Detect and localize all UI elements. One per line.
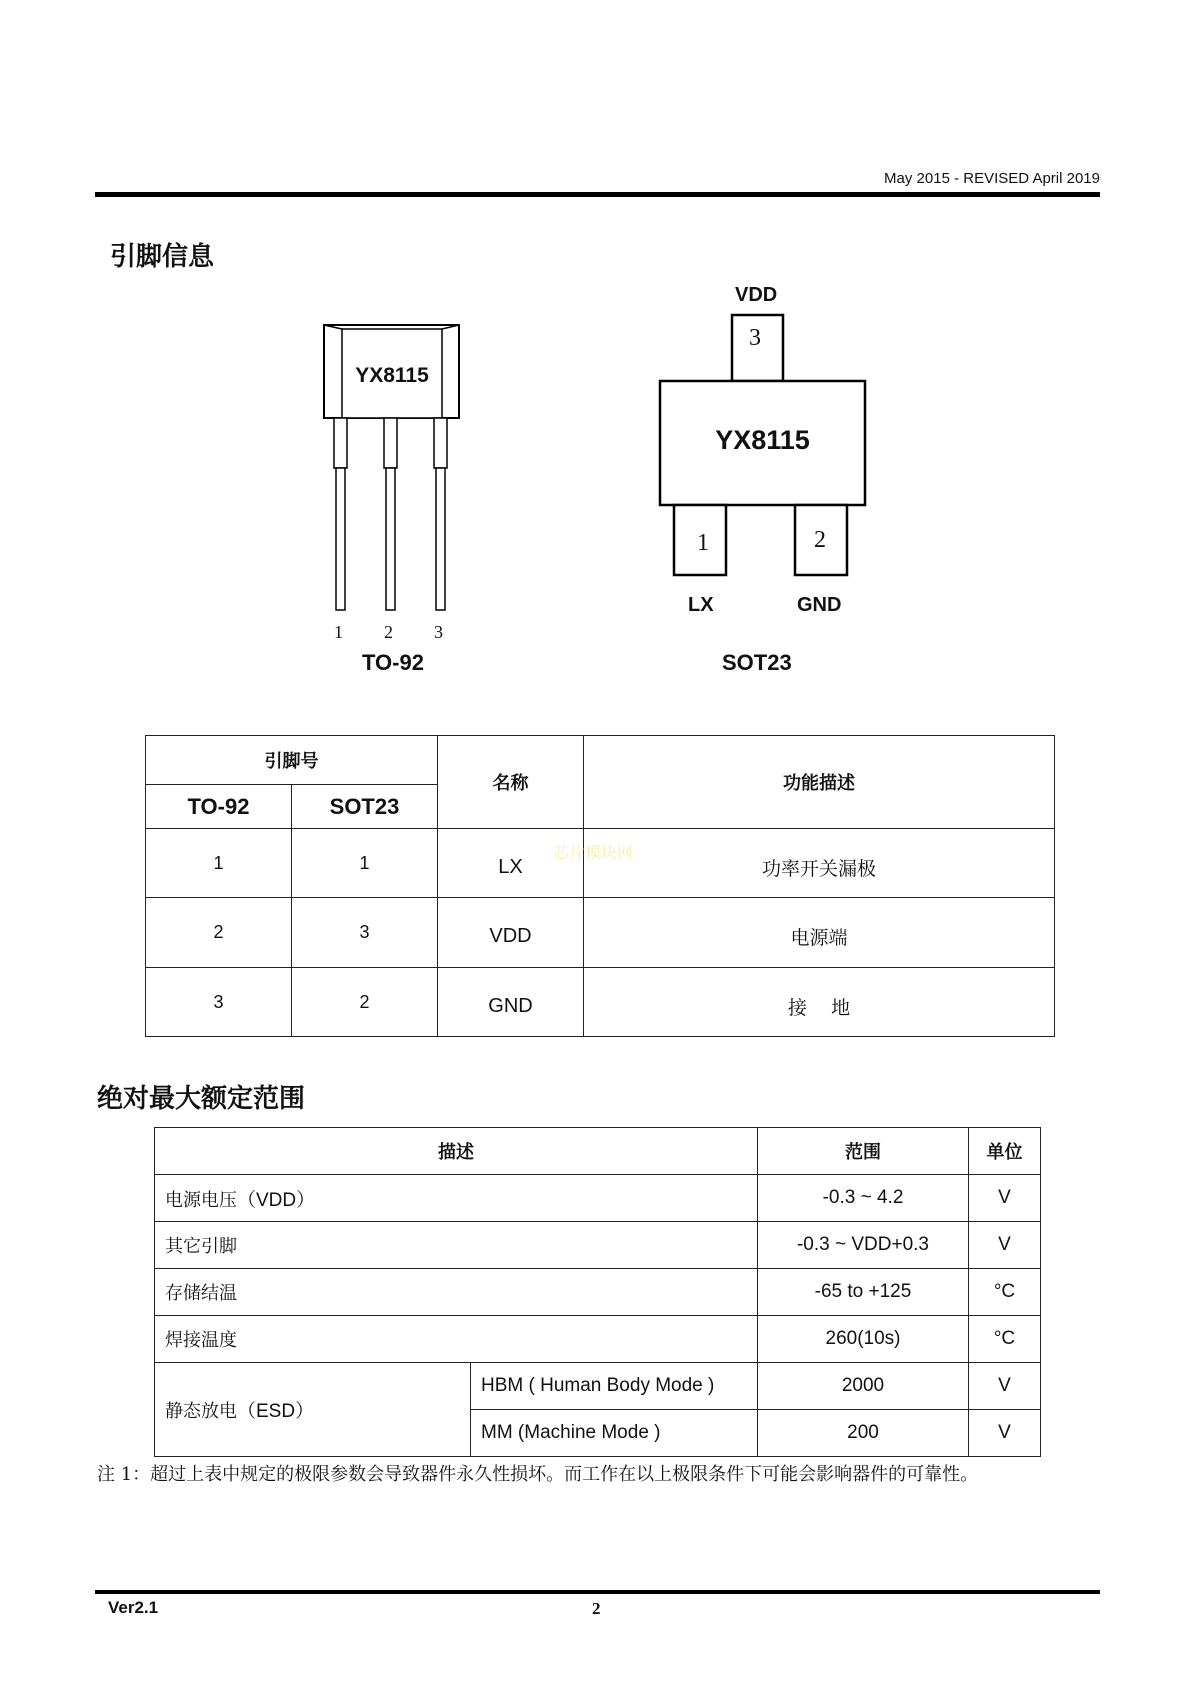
mm-unit-cell: V: [969, 1410, 1041, 1457]
param-range-cell: -0.3 ~ 4.2: [758, 1175, 969, 1222]
to92-pin-1: 1: [334, 622, 343, 642]
pin-table: [145, 735, 1055, 1037]
esd-description-cell: [155, 1363, 471, 1457]
to92-package-label: TO-92: [362, 650, 424, 675]
absolute-max-title: 绝对最大额定范围: [97, 1084, 306, 1114]
param-description-cn: 电源电压: [165, 1189, 237, 1211]
description-column-header: 描述: [155, 1128, 758, 1175]
param-unit-cell: V: [969, 1175, 1041, 1222]
name-column-header: 名称: [438, 736, 584, 829]
param-unit-cell: °C: [969, 1269, 1041, 1316]
param-range-cell: -0.3 ~ VDD+0.3: [758, 1222, 969, 1269]
footer-rule: [95, 1590, 1100, 1594]
to92-column-header: TO-92: [146, 785, 292, 829]
sot23-column-header: SOT23: [292, 785, 438, 829]
range-column-header: 范围: [758, 1128, 969, 1175]
sot23-package-label: SOT23: [722, 650, 792, 675]
table-row: [146, 829, 1055, 898]
mm-range-cell: 200: [758, 1410, 969, 1457]
sot23-pin-1-number: 1: [697, 530, 709, 556]
param-range-cell: -65 to +125: [758, 1269, 969, 1316]
absolute-max-table: [154, 1127, 1041, 1457]
param-unit-cell: °C: [969, 1316, 1041, 1363]
param-unit-cell: V: [969, 1222, 1041, 1269]
sot23-pin-cell: 3: [292, 898, 438, 968]
table-row: [155, 1175, 1041, 1222]
sot23-lx-label: LX: [688, 594, 714, 616]
watermark: 芯片模块网: [553, 843, 634, 862]
param-description-cell: 其它引脚: [155, 1222, 758, 1269]
pin-function-cell: 功率开关漏极: [584, 829, 1055, 898]
esd-description-en: （ESD）: [237, 1401, 315, 1422]
to92-pin-cell: 2: [146, 898, 292, 968]
sot23-chip-label: YX8115: [715, 425, 810, 455]
sot23-pin-cell: 1: [292, 829, 438, 898]
table-row: [155, 1316, 1041, 1363]
pin-name-cell: LX: [438, 829, 584, 898]
page-number: 2: [592, 1599, 601, 1618]
pin-function-cell: 电源端: [584, 898, 1055, 968]
to92-pin-cell: 3: [146, 968, 292, 1037]
sot23-pin-3-number: 3: [749, 325, 761, 351]
to92-pin-3: 3: [434, 622, 443, 642]
pin-number-group-header: 引脚号: [146, 736, 438, 785]
param-description-cell: [155, 1175, 758, 1222]
table-row: [155, 1222, 1041, 1269]
unit-column-header: 单位: [969, 1128, 1041, 1175]
hbm-unit-cell: V: [969, 1363, 1041, 1410]
to92-pin-2: 2: [384, 622, 393, 642]
sot23-pin-cell: 2: [292, 968, 438, 1037]
pin-function-cell: 接 地: [584, 968, 1055, 1037]
pin-info-title: 引脚信息: [110, 242, 215, 272]
pin-name-cell: VDD: [438, 898, 584, 968]
param-description-cell: 焊接温度: [155, 1316, 758, 1363]
pin-name-cell: GND: [438, 968, 584, 1037]
table-row: [146, 968, 1055, 1037]
esd-description-cn: 静态放电: [165, 1401, 237, 1422]
footnote: 注 1：超过上表中规定的极限参数会导致器件永久性损坏。而工作在以上极限条件下可能会影响器件的可靠性。: [97, 1464, 979, 1485]
param-range-cell: 260(10s): [758, 1316, 969, 1363]
param-description-cell: 存储结温: [155, 1269, 758, 1316]
table-row: [155, 1269, 1041, 1316]
sot23-gnd-label: GND: [797, 594, 842, 616]
sot23-vdd-label: VDD: [735, 284, 778, 306]
hbm-range-cell: 2000: [758, 1363, 969, 1410]
table-row: [155, 1363, 1041, 1410]
hbm-label-cell: HBM ( Human Body Mode ): [471, 1363, 758, 1410]
sot23-pin-2-number: 2: [814, 527, 826, 553]
function-column-header: 功能描述: [584, 736, 1055, 829]
to92-pin-cell: 1: [146, 829, 292, 898]
header-rule: [95, 192, 1100, 197]
version-label: Ver2.1: [108, 1598, 159, 1617]
table-row: [146, 898, 1055, 968]
param-description-en: （VDD）: [237, 1189, 316, 1211]
mm-label-cell: MM (Machine Mode ): [471, 1410, 758, 1457]
to92-chip-label: YX8115: [355, 364, 429, 387]
revision-date: May 2015 - REVISED April 2019: [884, 170, 1100, 187]
